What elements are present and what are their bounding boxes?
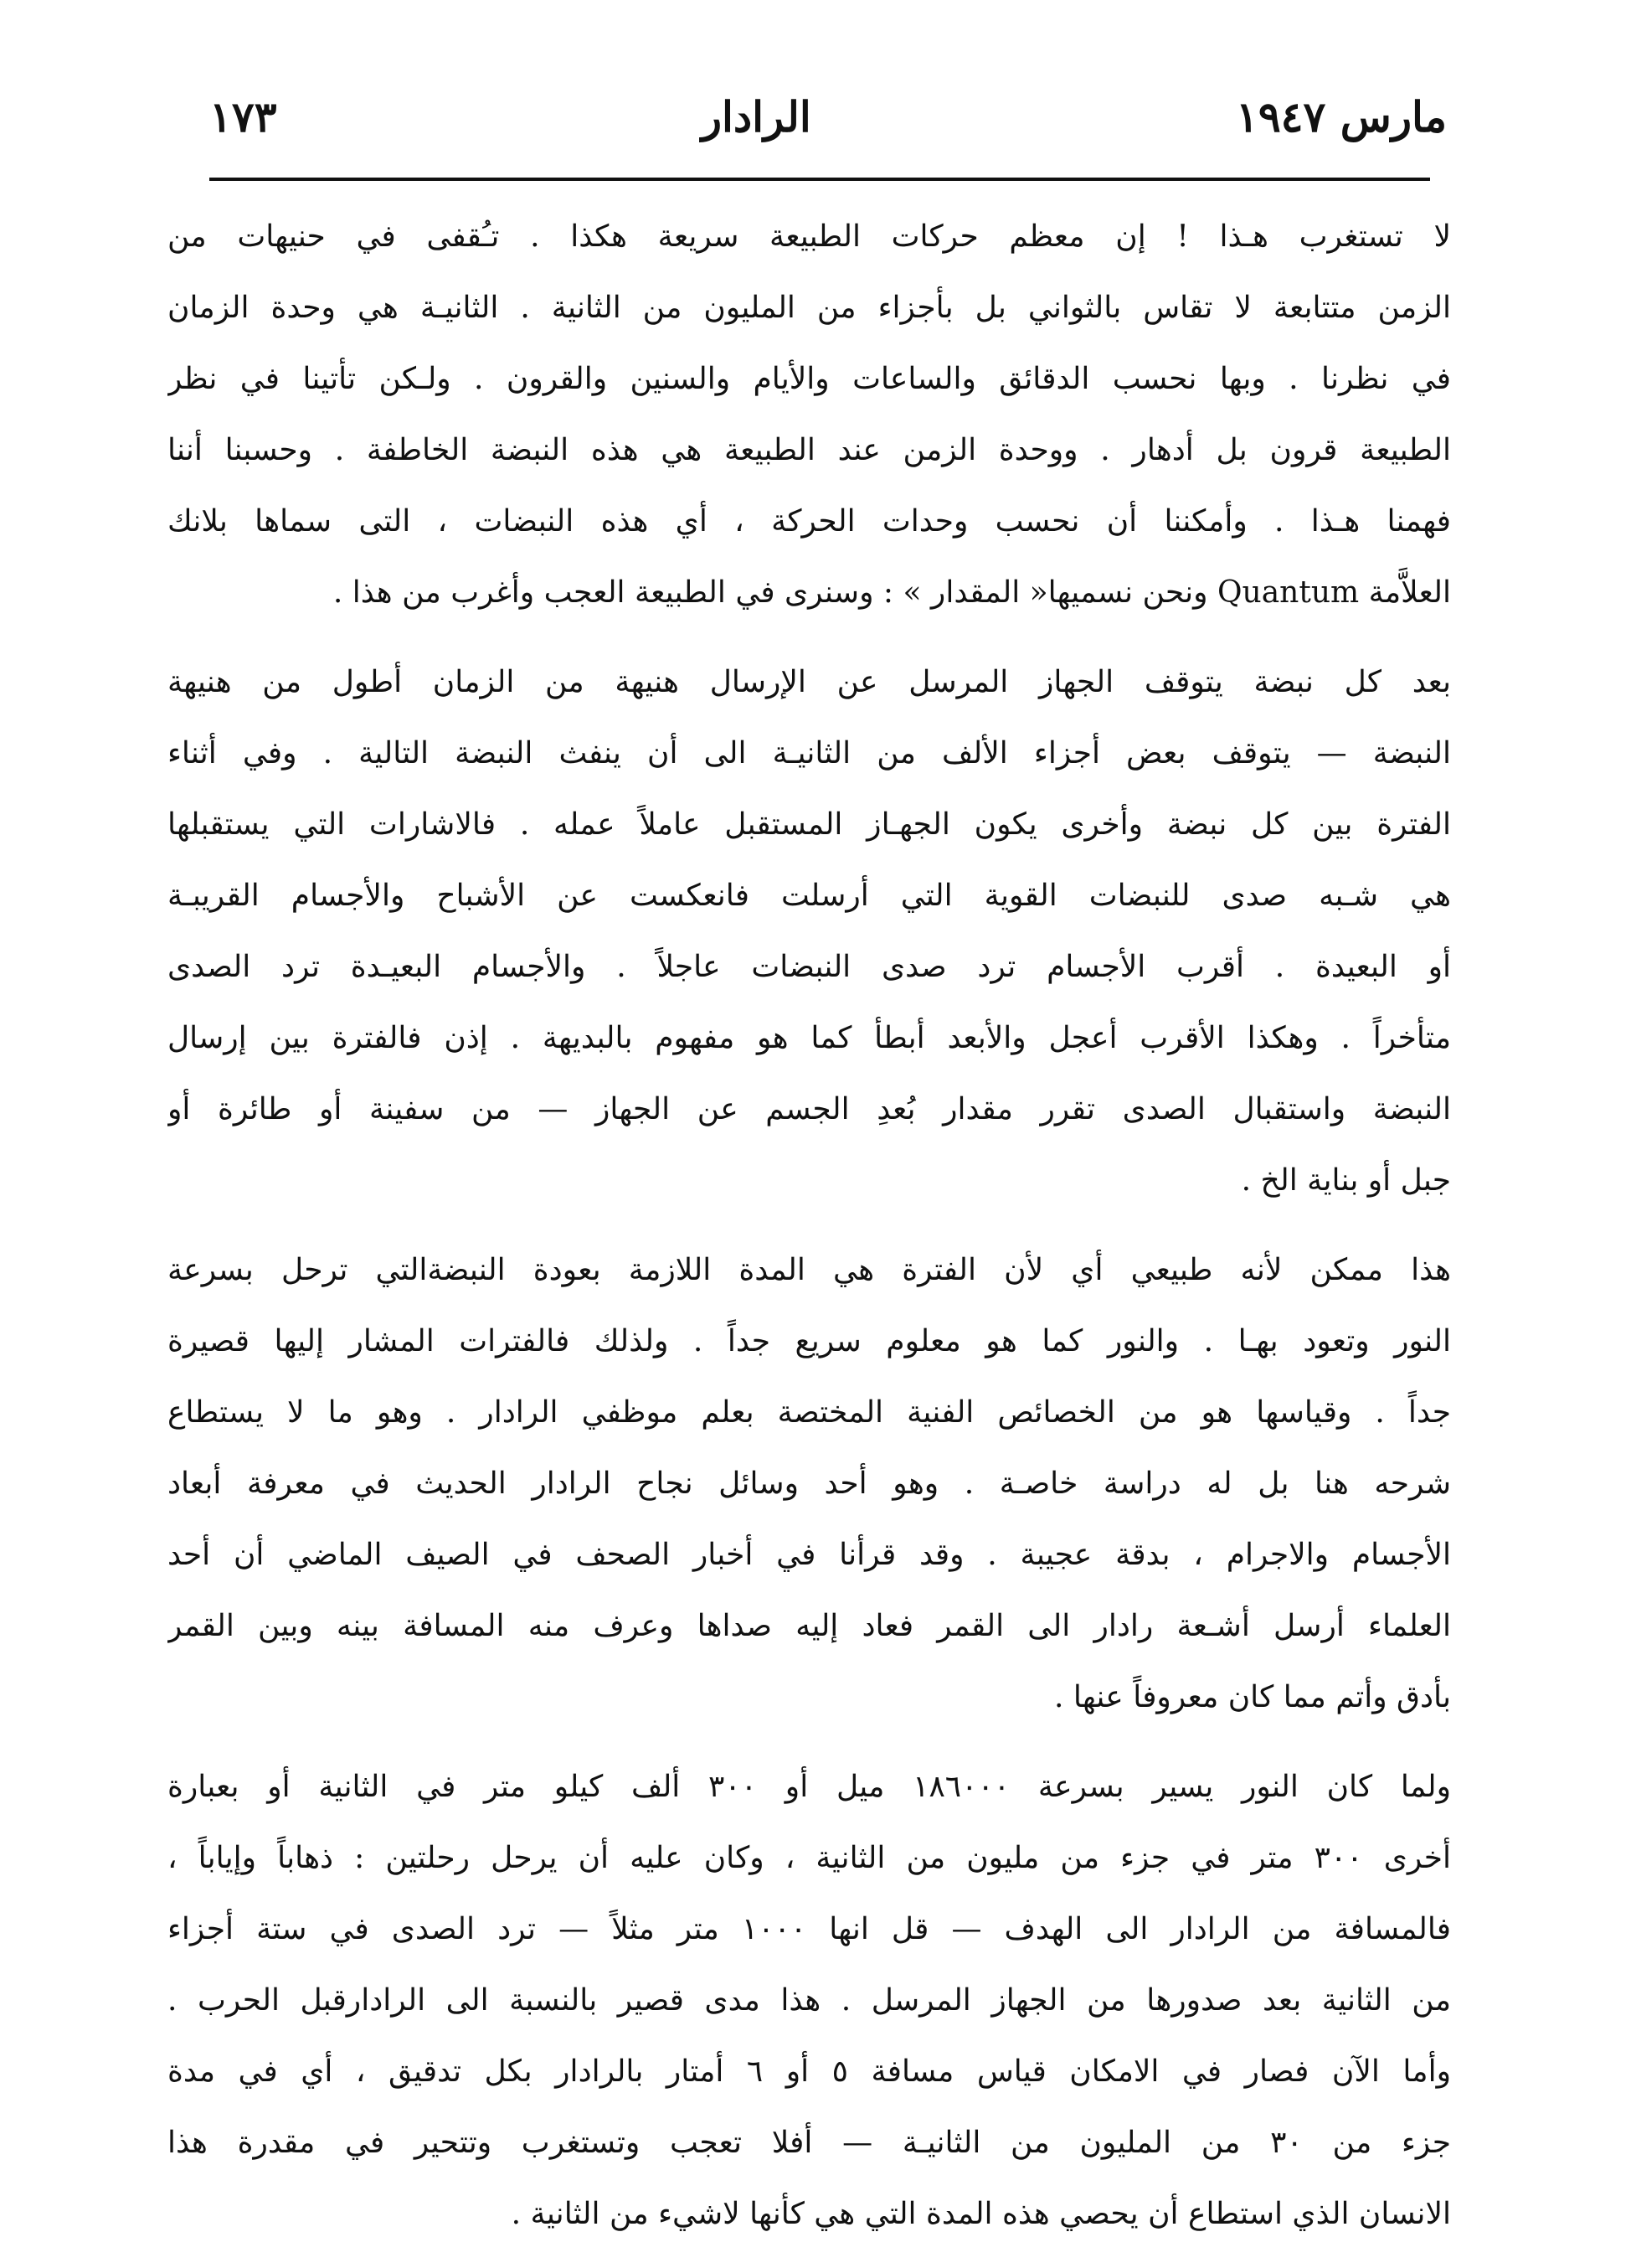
text-line: الانسان الذي استطاع أن يحصي هذه المدة التي هي كأنها لاشيء من الثانية . [511,2197,1451,2231]
text-line: جبل أو بناية الخ . [1241,1163,1451,1198]
text-line: أو البعيدة . أقرب الأجسام ترد صدى النبضات عاجلاً . والأجسام البعيـدة ترد الصدى [167,950,1451,984]
text-line: وأما الآن فصار في الامكان قياس مسافة ٥ أو ٦ أمتار بالرادار بكل تدقيق ، أي في مدة [167,2054,1451,2089]
page-number: ١٧٣ [209,92,277,142]
text-line: الأجسام والاجرام ، بدقة عجيبة . وقد قرأنا في أخبار الصحف في الصيف الماضي أن أحد [167,1538,1451,1572]
article-body [167,201,1451,2268]
text-line: لا تستغرب هـذا ! إن معظم حركات الطبيعة سريعة هكذا . تـُقفى في حنيهات من [167,219,1451,254]
text-line: الطبيعة قرون بل أدهار . ووحدة الزمن عند الطبيعة هي هذه النبضة الخاطفة . وحسبنا أننا [167,433,1451,467]
text-line: هي شـبه صدى للنبضات القوية التي أرسلت فانعكست عن الأشباح والأجسام القريبـة [167,879,1451,913]
paragraph-2 [167,647,1451,1216]
paragraph-4 [167,1751,1451,2250]
text-line: العلماء أرسل أشـعة رادار الى القمر فعاد إليه صداها وعرف منه المسافة بينه وبين القمر [167,1609,1451,1643]
text-line: أخرى ٣٠٠ متر في جزء من مليون من الثانية ، وكان عليه أن يرحل رحلتين : ذهاباً وإياباً ، [167,1841,1451,1875]
text-line: بعد كل نبضة يتوقف الجهاز المرسل عن الإرسال هنيهة من الزمان أطول من هنيهة [167,665,1451,699]
issue-date: مارس ١٩٤٧ [1235,92,1447,142]
text-line: هذا ممكن لأنه طبيعي أي لأن الفترة هي المدة اللازمة بعودة النبضةالتي ترحل بسرعة [167,1253,1451,1287]
text-line: فهمنا هـذا . وأمكننا أن نحسب وحدات الحركة ، أي هذه النبضات ، التى سماها بلانك [167,504,1451,539]
paragraph-3 [167,1235,1451,1733]
text-line: الزمن متتابعة لا تقاس بالثواني بل بأجزاء من المليون من الثانية . الثانيـة هي وحدة الزمان [167,291,1451,325]
text-line: النور وتعود بهـا . والنور كما هو معلوم سريع جداً . ولذلك فالفترات المشار إليها قصيرة [167,1324,1451,1358]
text-line: من الثانية بعد صدورها من الجهاز المرسل . هذا مدى قصير بالنسبة الى الرادارقبل الحرب . [167,1983,1451,2018]
text-line: شرحه هنا بل له دراسة خاصـة . وهو أحد وسائل نجاح الرادار الحديث في معرفة أبعاد [167,1466,1451,1501]
text-line: في نظرنا . وبها نحسب الدقائق والساعات والأيام والسنين والقرون . ولـكن تأتينا في نظر [167,362,1451,396]
text-line: العلاَّمة Quantum ونحن نسميها« المقدار » : وسنرى في الطبيعة العجب وأغرب من هذا . [332,575,1451,610]
text-line: بأدق وأتم مما كان معروفاً عنها . [1053,1680,1451,1714]
text-line: جزء من ٣٠ من المليون من الثانيـة — أفلا تعجب وتستغرب وتتحير في مقدرة هذا [167,2126,1451,2160]
text-line: الفترة بين كل نبضة وأخرى يكون الجهـاز المستقبل عاملاً عمله . فالاشارات التي يستقبلها [167,807,1451,842]
text-line: النبضة واستقبال الصدى تقرر مقدار بُعدِ الجسم عن الجهاز — من سفينة أو طائرة أو [167,1092,1451,1126]
article-title: الرادار [701,92,811,142]
text-line: متأخراً . وهكذا الأقرب أعجل والأبعد أبطأ كما هو مفهوم بالبديهة . إذن فالفترة بين إرسال [167,1021,1451,1055]
text-line: ولما كان النور يسير بسرعة ١٨٦٠٠٠ ميل أو ٣٠٠ ألف كيلو متر في الثانية أو بعبارة [167,1770,1451,1804]
header-divider [209,178,1430,181]
paragraph-1 [167,201,1451,628]
text-line: النبضة — يتوقف بعض أجزاء الألف من الثانيـة الى أن ينفث النبضة التالية . وفي أثناء [167,736,1451,771]
page-header [209,84,1447,151]
text-line: فالمسافة من الرادار الى الهدف — قل انها ١٠٠٠ متر مثلاً — ترد الصدى في ستة أجزاء [167,1912,1451,1946]
text-line: جداً . وقياسها هو من الخصائص الفنية المختصة بعلم موظفي الرادار . وهو ما لا يستطاع [167,1395,1451,1430]
